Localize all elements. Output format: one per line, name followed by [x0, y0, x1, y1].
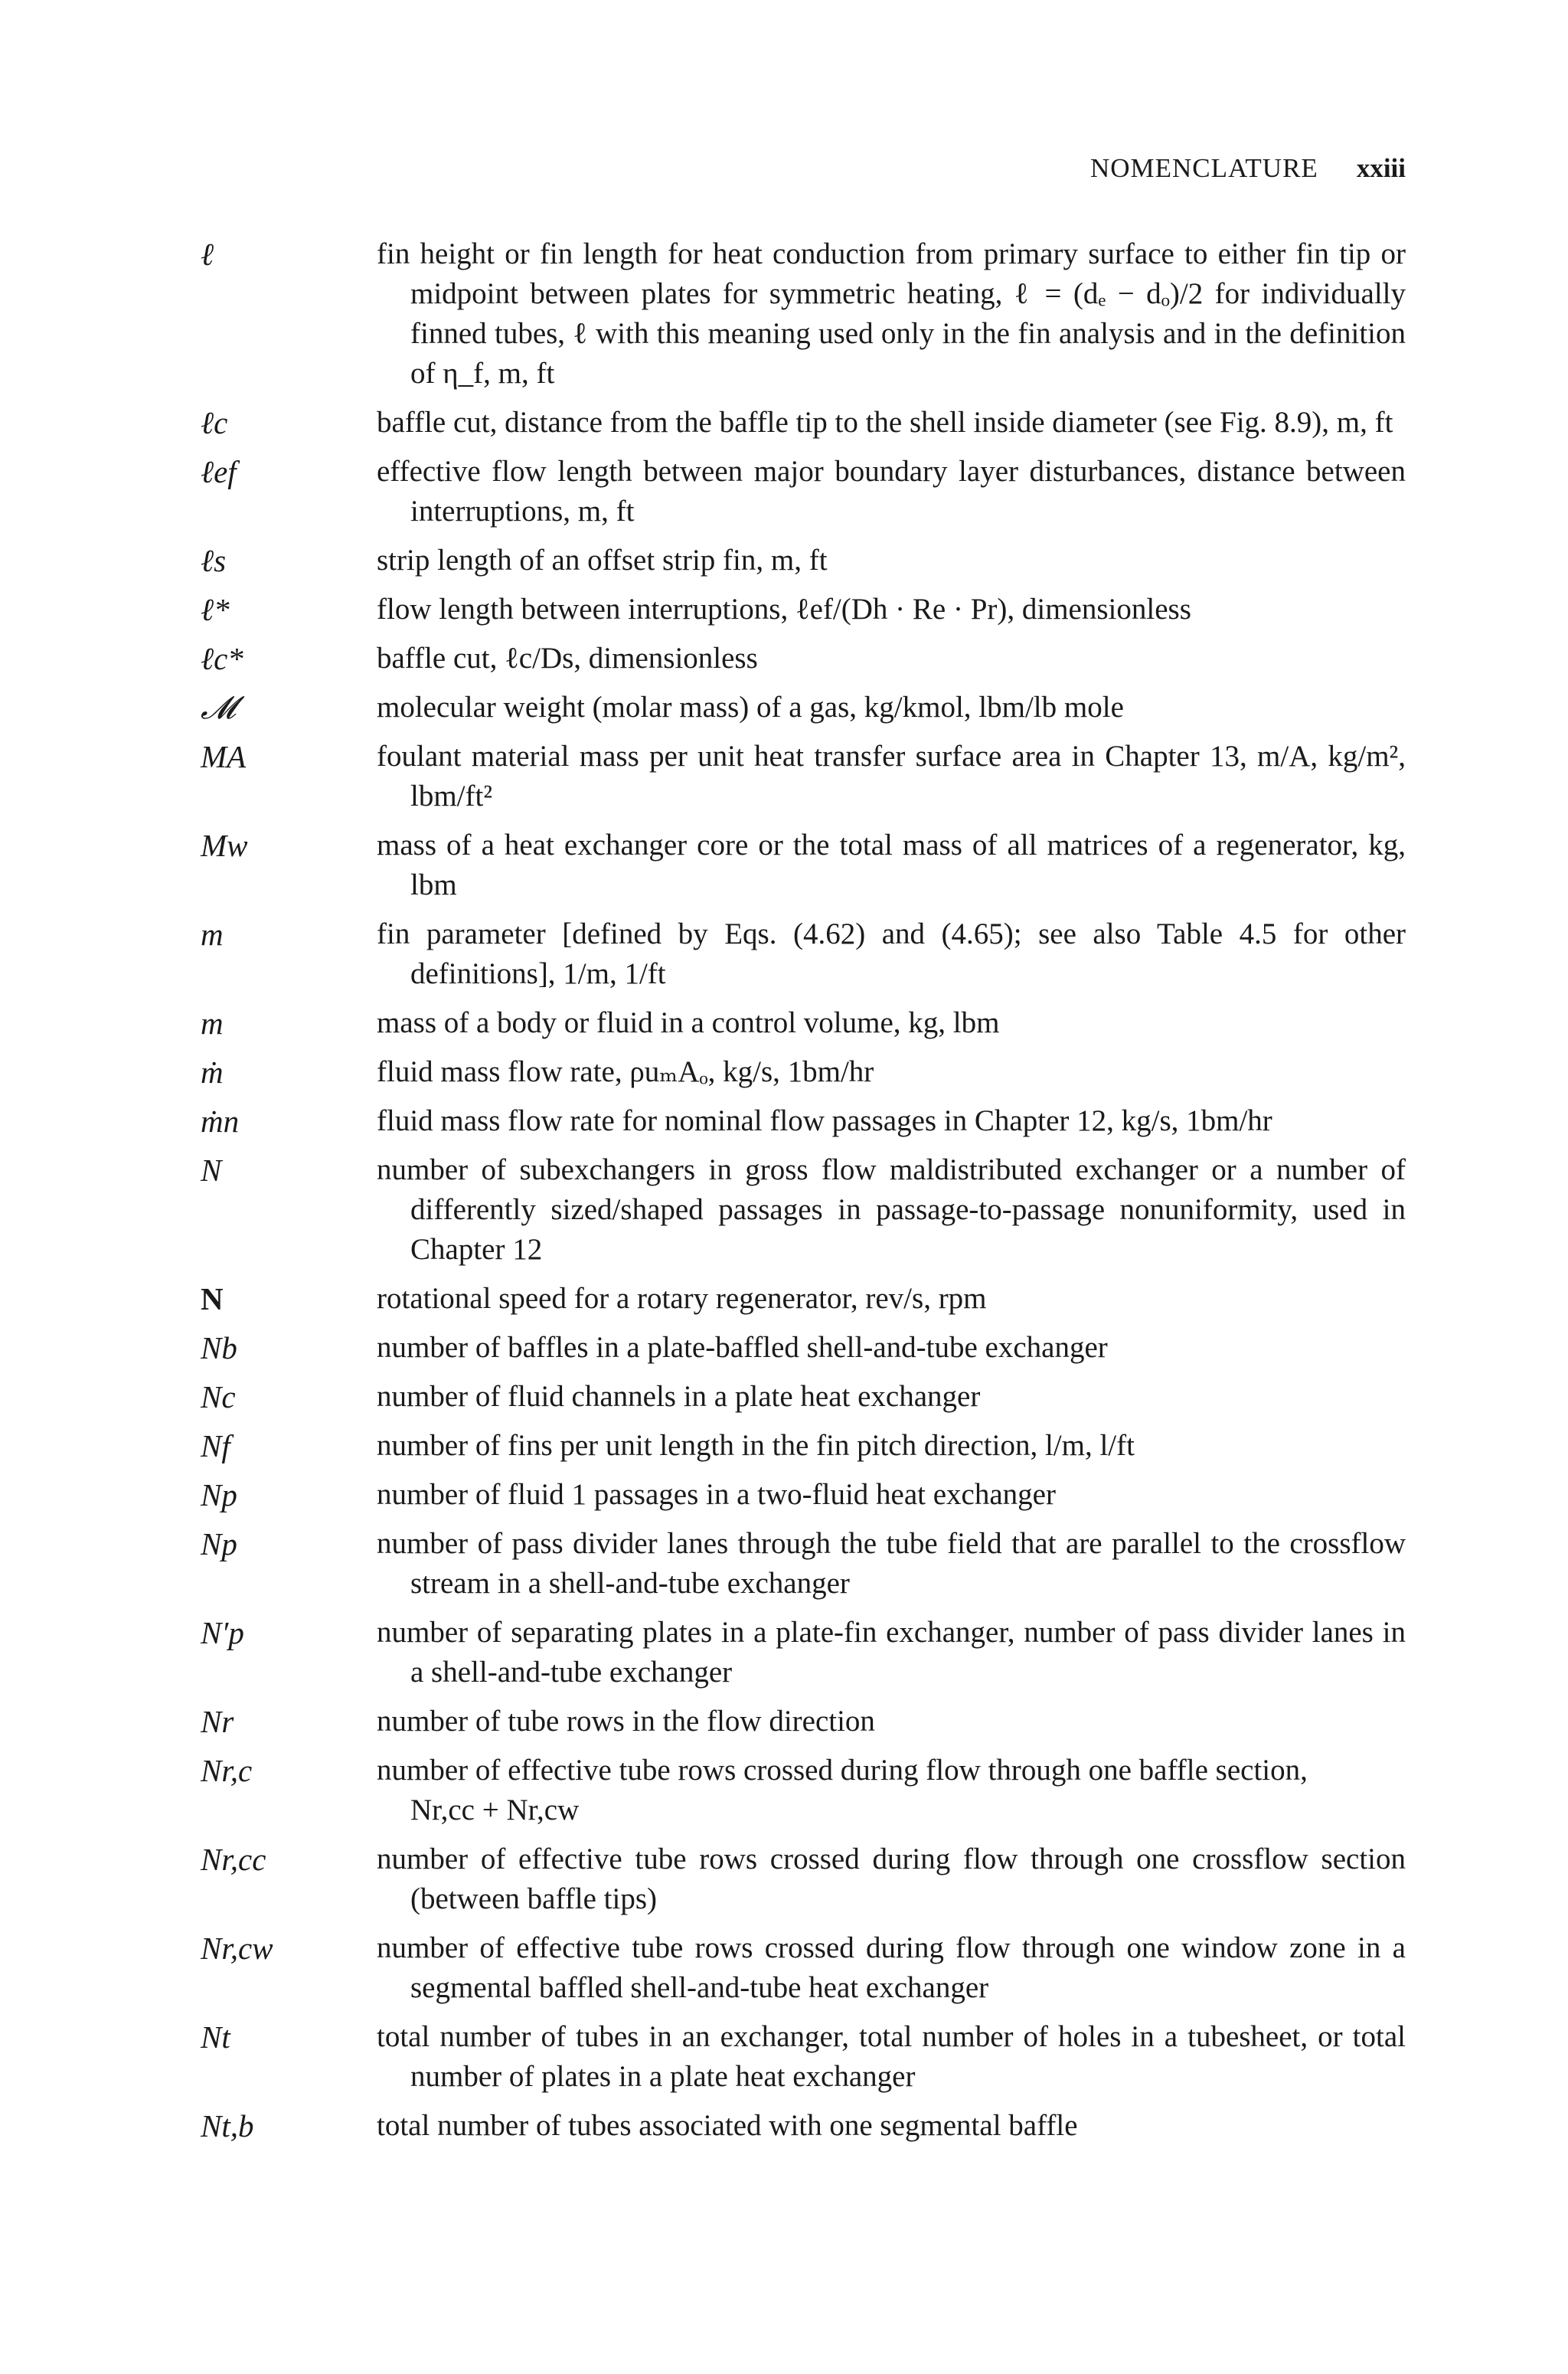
nomenclature-entry	[201, 688, 1406, 728]
symbol: N′p	[201, 1615, 244, 1650]
nomenclature-entry	[201, 1702, 1406, 1741]
definition: mass of a body or fluid in a control volume, kg, lbm	[377, 1006, 1000, 1039]
section-title: NOMENCLATURE	[1089, 153, 1318, 183]
nomenclature-entry	[201, 1003, 1406, 1043]
symbol: ℓc*	[201, 641, 243, 676]
definition: total number of tubes associated with one segmental baffle	[377, 2109, 1078, 2142]
nomenclature-entry	[201, 639, 1406, 679]
definition: number of effective tube rows crossed during flow through one crossflow section (between baffle tips)	[377, 1843, 1406, 1915]
symbol: Mw	[201, 828, 248, 863]
page-number: xxiii	[1356, 153, 1406, 183]
definition: baffle cut, ℓc/Ds, dimensionless	[377, 642, 758, 675]
symbol: 𝓜	[201, 690, 236, 725]
definition: molecular weight (molar mass) of a gas, kg/kmol, lbm/lb mole	[377, 691, 1124, 724]
definition: number of pass divider lanes through the tube field that are parallel to the crossflow stream in a shell-and-tube exchanger	[377, 1527, 1406, 1600]
symbol: m	[201, 917, 224, 952]
nomenclature-entry	[201, 1751, 1406, 1830]
definition: number of fins per unit length in the fin pitch direction, l/m, l/ft	[377, 1429, 1135, 1462]
nomenclature-entry	[201, 1279, 1406, 1319]
symbol: Nt,b	[201, 2108, 254, 2143]
nomenclature-entry	[201, 403, 1406, 443]
symbol: ṁn	[201, 1104, 240, 1139]
symbol: m	[201, 1006, 224, 1041]
definition: number of subexchangers in gross flow maldistributed exchanger or a number of differently sized/shaped passages in passage-to-passage nonuniformity, used in Chapter 12	[377, 1153, 1406, 1266]
symbol: Nb	[201, 1330, 237, 1365]
nomenclature-entry	[201, 1052, 1406, 1092]
nomenclature-list	[201, 234, 1406, 2155]
running-head	[1090, 153, 1406, 184]
nomenclature-entry	[201, 541, 1406, 580]
symbol: ℓc	[201, 405, 228, 440]
nomenclature-entry	[201, 234, 1406, 394]
symbol: ṁ	[201, 1055, 224, 1090]
nomenclature-entry	[201, 737, 1406, 816]
definition: number of fluid channels in a plate heat exchanger	[377, 1380, 981, 1413]
symbol: MA	[201, 739, 247, 774]
symbol: ℓef	[201, 454, 237, 489]
symbol: ℓ	[201, 237, 214, 272]
nomenclature-entry	[201, 1839, 1406, 1919]
definition: strip length of an offset strip fin, m, ft	[377, 544, 828, 577]
definition: fluid mass flow rate for nominal flow passages in Chapter 12, kg/s, 1bm/hr	[377, 1104, 1272, 1137]
nomenclature-entry	[201, 1426, 1406, 1466]
definition: number of separating plates in a plate-fin exchanger, number of pass divider lanes in a shell-and-tube exchanger	[377, 1616, 1406, 1689]
definition: number of effective tube rows crossed during flow through one baffle section, Nr,cc + Nr,cw	[377, 1754, 1308, 1826]
symbol: Nr,cc	[201, 1842, 266, 1877]
symbol: Nc	[201, 1379, 236, 1414]
symbol: Nr	[201, 1704, 234, 1739]
symbol: Nr,cw	[201, 1931, 273, 1966]
definition: number of effective tube rows crossed during flow through one window zone in a segmental baffled shell-and-tube heat exchanger	[377, 1931, 1406, 2004]
definition: number of tube rows in the flow direction	[377, 1705, 875, 1738]
definition: fluid mass flow rate, ρuₘAₒ, kg/s, 1bm/hr	[377, 1055, 874, 1088]
nomenclature-entry	[201, 914, 1406, 994]
nomenclature-entry	[201, 1524, 1406, 1604]
definition: fin height or fin length for heat conduction from primary surface to either fin tip or midpoint between plates for symmetric heating, ℓ = (dₑ − dₒ)/2 for individually finned tubes, ℓ with this meaning used only in the fin analysis and in the definition of η_f, m, ft	[377, 237, 1406, 390]
symbol: Nr,c	[201, 1753, 253, 1788]
nomenclature-entry	[201, 452, 1406, 531]
definition: baffle cut, distance from the baffle tip to the shell inside diameter (see Fig. 8.9), m, ft	[377, 406, 1393, 439]
nomenclature-entry	[201, 2106, 1406, 2146]
symbol: N	[201, 1153, 222, 1188]
nomenclature-entry	[201, 1928, 1406, 2008]
nomenclature-entry	[201, 2017, 1406, 2097]
definition: effective flow length between major boundary layer disturbances, distance between interruptions, m, ft	[377, 455, 1406, 528]
definition: mass of a heat exchanger core or the total mass of all matrices of a regenerator, kg, lbm	[377, 829, 1406, 901]
nomenclature-entry	[201, 826, 1406, 905]
definition: number of fluid 1 passages in a two-fluid heat exchanger	[377, 1478, 1056, 1511]
symbol: Np	[201, 1526, 237, 1561]
nomenclature-entry	[201, 1377, 1406, 1417]
nomenclature-entry	[201, 1475, 1406, 1515]
definition: total number of tubes in an exchanger, total number of holes in a tubesheet, or total number of plates in a plate heat exchanger	[377, 2020, 1406, 2093]
definition: rotational speed for a rotary regenerator, rev/s, rpm	[377, 1282, 987, 1315]
nomenclature-entry	[201, 590, 1406, 629]
symbol: N	[201, 1281, 224, 1316]
symbol: Nt	[201, 2019, 230, 2055]
symbol: Np	[201, 1477, 237, 1512]
nomenclature-entry	[201, 1150, 1406, 1270]
definition: fin parameter [defined by Eqs. (4.62) and (4.65); see also Table 4.5 for other definitions], 1/m, 1/ft	[377, 917, 1406, 990]
nomenclature-entry	[201, 1101, 1406, 1141]
definition: flow length between interruptions, ℓef/(Dh · Re · Pr), dimensionless	[377, 593, 1191, 626]
nomenclature-entry	[201, 1613, 1406, 1692]
definition: number of baffles in a plate-baffled shell-and-tube exchanger	[377, 1331, 1108, 1364]
symbol: Nf	[201, 1428, 230, 1463]
symbol: ℓ*	[201, 592, 230, 627]
symbol: ℓs	[201, 543, 227, 578]
nomenclature-entry	[201, 1328, 1406, 1368]
definition: foulant material mass per unit heat transfer surface area in Chapter 13, m/A, kg/m², lbm/ft²	[377, 740, 1406, 813]
